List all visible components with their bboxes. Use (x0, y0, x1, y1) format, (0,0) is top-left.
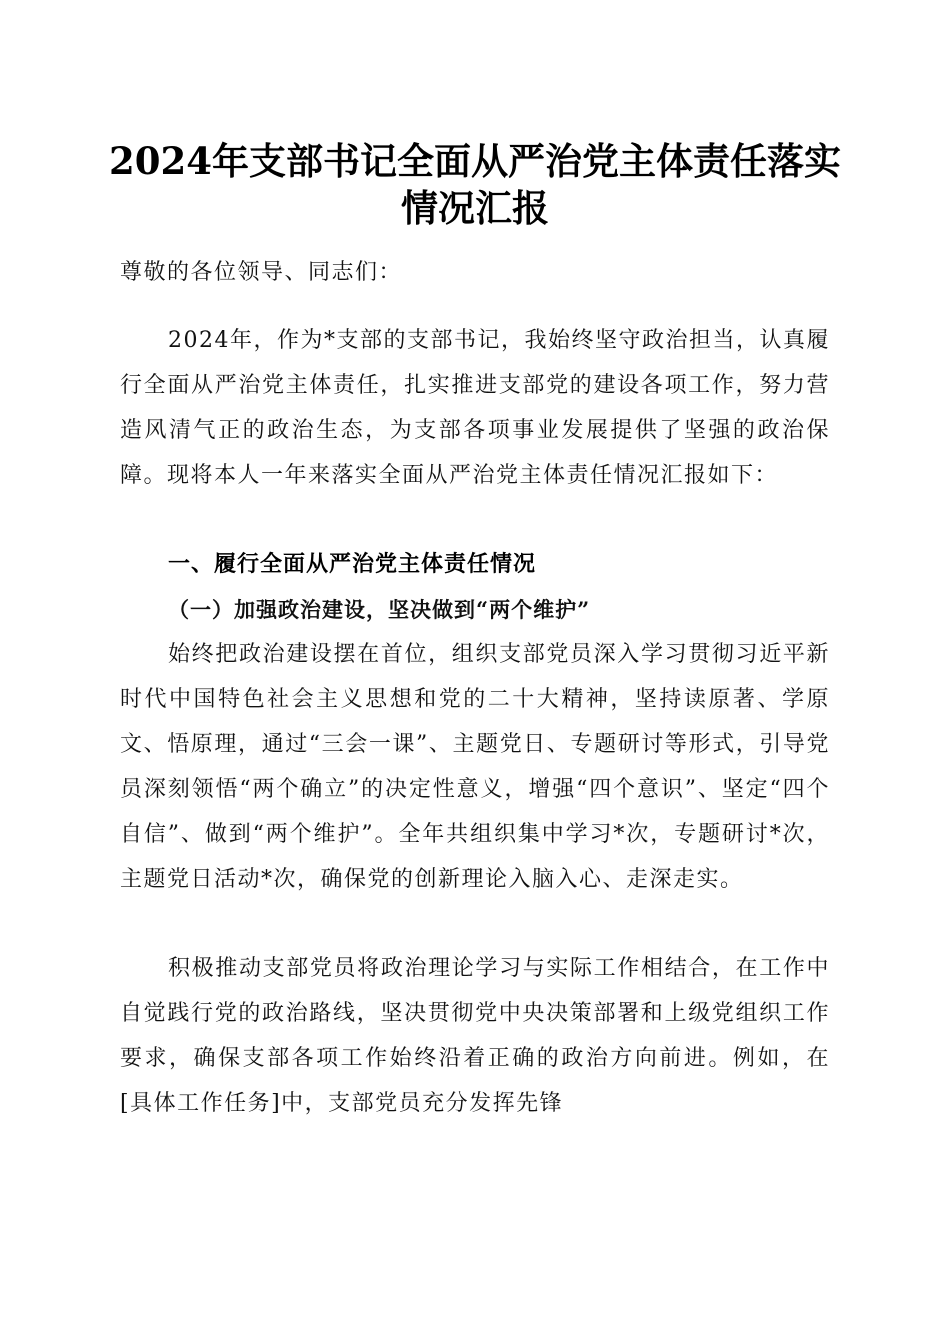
body-paragraph-2: 积极推动支部党员将政治理论学习与实际工作相结合，在工作中自觉践行党的政治路线，坚决贯彻党中央决策部署和上级党组织工作要求，确保支部各项工作始终沿着正确的政治方向前进。例如，在[具体工作任务]中，支部党员充分发挥先锋 (120, 956, 830, 1116)
section-heading-1: 一、履行全面从严治党主体责任情况 (168, 552, 537, 577)
subsection-heading-1: （一）加强政治建设，坚决做到“两个维护” (168, 597, 591, 622)
document-title-line-1: 2024年支部书记全面从严治党主体责任落实 (109, 139, 841, 183)
document-title-line-2: 情况汇报 (401, 186, 549, 230)
salutation: 尊敬的各位领导、同志们： (120, 260, 403, 285)
intro-paragraph: 2024年，作为*支部的支部书记，我始终坚守政治担当，认真履行全面从严治党主体责任，扎实推进支部党的建设各项工作，努力营造风清气正的政治生态，为支部各项事业发展提供了坚强的政治保障。现将本人一年来落实全面从严治党主体责任情况汇报如下： (120, 328, 830, 488)
body-paragraph-1: 始终把政治建设摆在首位，组织支部党员深入学习贯彻习近平新时代中国特色社会主义思想和党的二十大精神，坚持读原著、学原文、悟原理，通过“三会一课”、主题党日、专题研讨等形式，引导党员深刻领悟“两个确立”的决定性意义，增强“四个意识”、坚定“四个自信”、做到“两个维护”。全年共组织集中学习*次，专题研讨*次，主题党日活动*次，确保党的创新理论入脑入心、走深走实。 (120, 642, 830, 892)
